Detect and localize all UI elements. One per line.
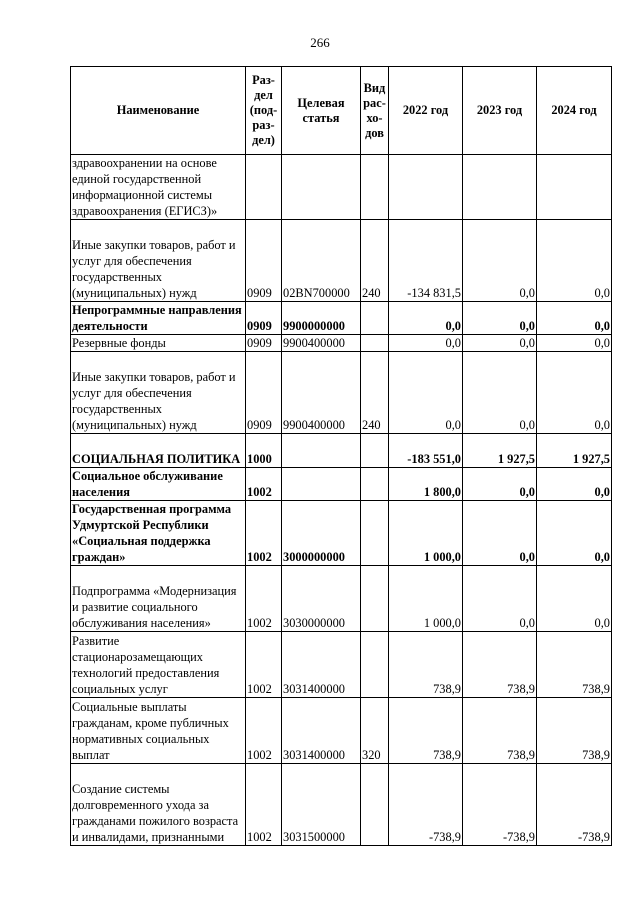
cell-name: СОЦИАЛЬНАЯ ПОЛИТИКА [71, 434, 246, 468]
cell-2022: 1 800,0 [389, 468, 463, 501]
cell-2022: -134 831,5 [389, 220, 463, 302]
cell-target: 02BN700000 [282, 220, 361, 302]
table-row [71, 698, 612, 764]
cell-2024: 0,0 [537, 566, 612, 632]
cell-target [282, 155, 361, 220]
cell-expense [361, 155, 389, 220]
cell-name: Создание системы долговременного ухода за гражданами пожилого возраста и инвалидами, признанными [71, 764, 246, 846]
cell-expense [361, 335, 389, 352]
cell-2022: 0,0 [389, 302, 463, 335]
cell-2024: 738,9 [537, 698, 612, 764]
cell-name: Социальное обслуживание населения [71, 468, 246, 501]
cell-2023: 0,0 [463, 468, 537, 501]
cell-2023: 0,0 [463, 302, 537, 335]
cell-section: 0909 [246, 220, 282, 302]
cell-2023 [463, 155, 537, 220]
cell-section: 1002 [246, 501, 282, 566]
cell-section: 1002 [246, 632, 282, 698]
table-row [71, 764, 612, 846]
cell-expense: 320 [361, 698, 389, 764]
cell-name: Иные закупки товаров, работ и услуг для обеспечения государственных (муниципальных) нужд [71, 352, 246, 434]
table-row [71, 220, 612, 302]
cell-section: 0909 [246, 335, 282, 352]
header-section: Раз- дел (под- раз- дел) [246, 67, 282, 155]
cell-2023: 738,9 [463, 698, 537, 764]
header-expense: Вид рас- хо- дов [361, 67, 389, 155]
cell-expense [361, 468, 389, 501]
table-row [71, 566, 612, 632]
header-2023: 2023 год [463, 67, 537, 155]
cell-expense: 240 [361, 352, 389, 434]
cell-2024: -738,9 [537, 764, 612, 846]
table-row [71, 335, 612, 352]
cell-target: 3031400000 [282, 632, 361, 698]
cell-name: Социальные выплаты гражданам, кроме публичных нормативных социальных выплат [71, 698, 246, 764]
cell-2022: 1 000,0 [389, 501, 463, 566]
cell-2024: 1 927,5 [537, 434, 612, 468]
cell-2022: 1 000,0 [389, 566, 463, 632]
cell-2022: 0,0 [389, 335, 463, 352]
cell-2022 [389, 155, 463, 220]
cell-section [246, 155, 282, 220]
cell-name: Подпрограмма «Модернизация и развитие социального обслуживания населения» [71, 566, 246, 632]
cell-2024: 0,0 [537, 302, 612, 335]
table-row [71, 434, 612, 468]
cell-target: 9900400000 [282, 352, 361, 434]
cell-2023: 0,0 [463, 566, 537, 632]
cell-expense [361, 302, 389, 335]
cell-2022: 738,9 [389, 698, 463, 764]
cell-target [282, 434, 361, 468]
cell-2023: -738,9 [463, 764, 537, 846]
cell-name: Резервные фонды [71, 335, 246, 352]
cell-2023: 0,0 [463, 501, 537, 566]
page-number: 266 [310, 35, 330, 50]
cell-expense: 240 [361, 220, 389, 302]
cell-expense [361, 566, 389, 632]
cell-section: 0909 [246, 352, 282, 434]
header-name: Наименование [71, 67, 246, 155]
cell-2023: 738,9 [463, 632, 537, 698]
table-row [71, 632, 612, 698]
cell-section: 1002 [246, 698, 282, 764]
header-2024: 2024 год [537, 67, 612, 155]
cell-expense [361, 632, 389, 698]
cell-expense [361, 434, 389, 468]
cell-2023: 0,0 [463, 220, 537, 302]
header-target: Целевая статья [282, 67, 361, 155]
cell-expense [361, 501, 389, 566]
cell-2022: 738,9 [389, 632, 463, 698]
cell-2024: 0,0 [537, 352, 612, 434]
cell-section: 1002 [246, 764, 282, 846]
cell-2023: 0,0 [463, 335, 537, 352]
table-row [71, 302, 612, 335]
cell-name: Государственная программа Удмуртской Республики «Социальная поддержка граждан» [71, 501, 246, 566]
header-2022: 2022 год [389, 67, 463, 155]
cell-2024: 0,0 [537, 335, 612, 352]
cell-target: 9900000000 [282, 302, 361, 335]
cell-2024: 0,0 [537, 220, 612, 302]
cell-2022: -183 551,0 [389, 434, 463, 468]
table-row [71, 468, 612, 501]
cell-target [282, 468, 361, 501]
table-row [71, 501, 612, 566]
cell-2024: 0,0 [537, 501, 612, 566]
budget-table [70, 66, 612, 846]
table-row [71, 155, 612, 220]
cell-target: 9900400000 [282, 335, 361, 352]
table-row [71, 352, 612, 434]
cell-target: 3031400000 [282, 698, 361, 764]
header-row [71, 67, 612, 155]
cell-section: 0909 [246, 302, 282, 335]
cell-2022: -738,9 [389, 764, 463, 846]
cell-name: Непрограммные направления деятельности [71, 302, 246, 335]
cell-name: Иные закупки товаров, работ и услуг для обеспечения государственных (муниципальных) нужд [71, 220, 246, 302]
cell-section: 1000 [246, 434, 282, 468]
cell-2023: 1 927,5 [463, 434, 537, 468]
cell-name: Развитие стационарозамещающих технологий предоставления социальных услуг [71, 632, 246, 698]
cell-expense [361, 764, 389, 846]
cell-target: 3000000000 [282, 501, 361, 566]
cell-name: здравоохранении на основе единой государственной информационной системы здравоохранения (ЕГИСЗ)» [71, 155, 246, 220]
cell-2023: 0,0 [463, 352, 537, 434]
cell-target: 3031500000 [282, 764, 361, 846]
cell-2024: 0,0 [537, 468, 612, 501]
cell-target: 3030000000 [282, 566, 361, 632]
cell-2022: 0,0 [389, 352, 463, 434]
cell-2024: 738,9 [537, 632, 612, 698]
cell-section: 1002 [246, 566, 282, 632]
cell-2024 [537, 155, 612, 220]
cell-section: 1002 [246, 468, 282, 501]
